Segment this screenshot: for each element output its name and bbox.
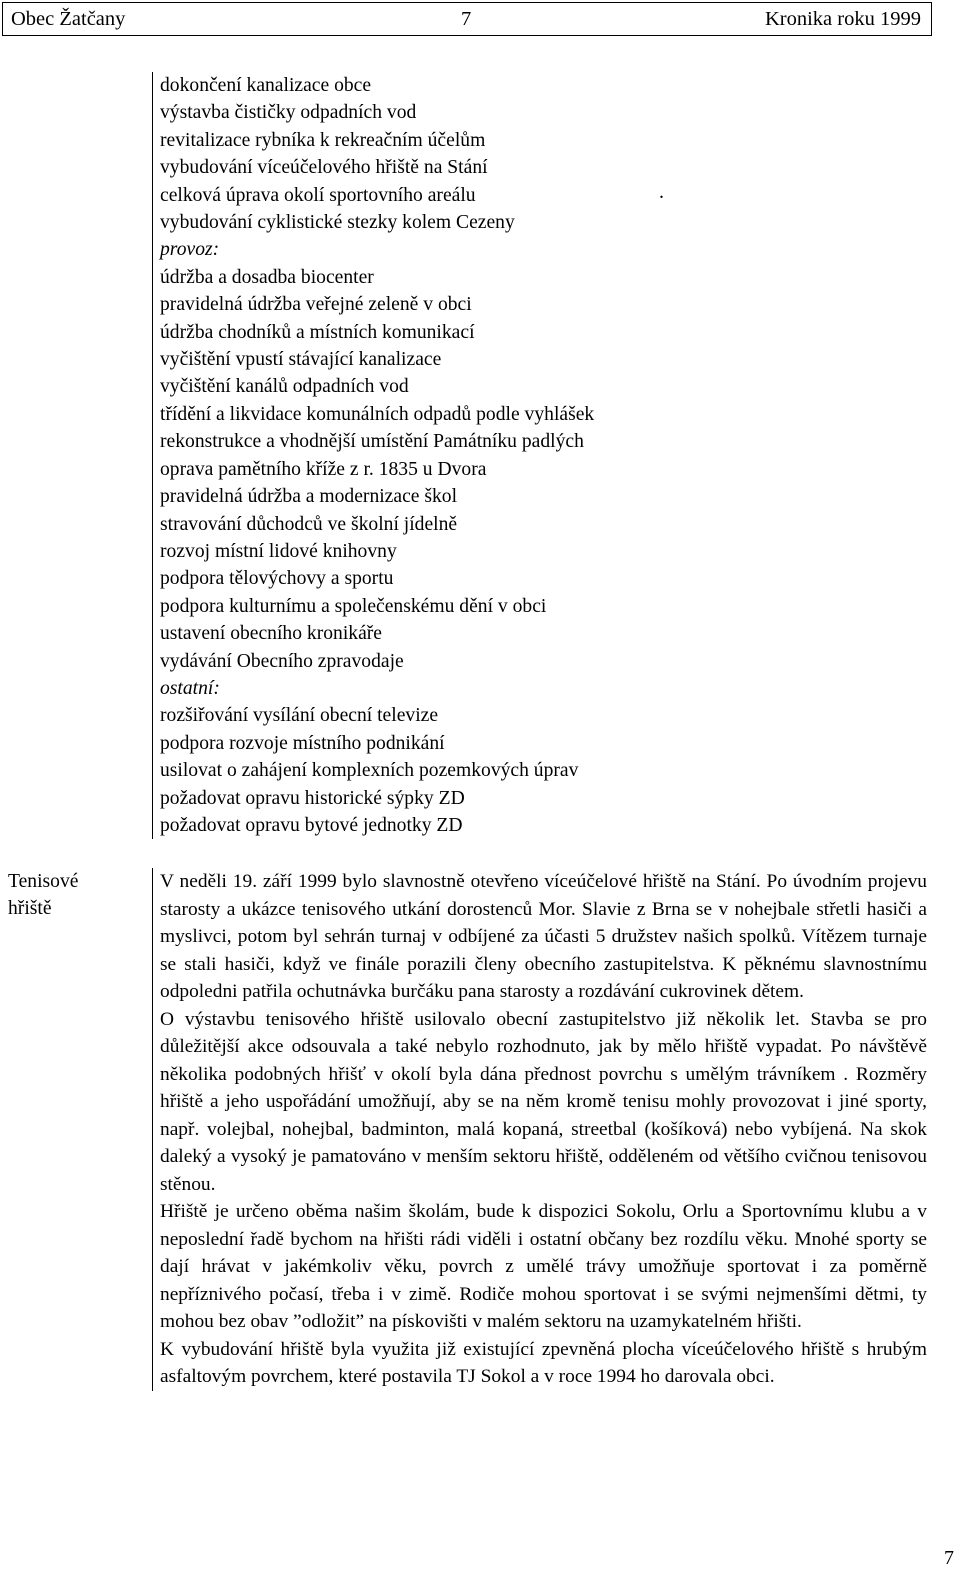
list-item: vybudování víceúčelového hřiště na Stání (160, 157, 488, 179)
plan-list (152, 72, 700, 839)
section-label-line2: hřiště (8, 898, 52, 920)
list-item: ustavení obecního kronikáře (160, 623, 382, 645)
list-item: třídění a likvidace komunálních odpadů podle vyhlášek (160, 403, 595, 425)
list-item: požadovat opravu historické sýpky ZD (160, 787, 465, 809)
list-item: výstavba čističky odpadních vod (160, 102, 417, 124)
list-item: rozšiřování vysílání obecní televize (160, 705, 439, 727)
list-item: údržba chodníků a místních komunikací (160, 321, 475, 343)
header-village: Obec Žatčany (11, 8, 126, 30)
list-item: podpora tělovýchovy a sportu (160, 568, 394, 590)
list-item: vydávání Obecního zpravodaje (160, 650, 404, 672)
list-item: dokončení kanalizace obce (160, 75, 372, 96)
paragraph: V neděli 19. září 1999 bylo slavnostně otevřeno víceúčelové hřiště na Stání. Po úvodním projevu starosty a ukázce tenisového utkání dorostenců Mor. Slavie z Brna se v nohejbale střetli hasiči a myslivci, potom byl sehrán turnaj v odbíjené za účasti 5 družstev našich spolků. Vítězem turnaje se stali hasiči, když ve finále porazili členy obecního zastupitelstva. K pěknému slavnostnímu odpoledni patřila ochutnávka burčáku pana starosty a rozdávání cukrovinek dětem. (160, 871, 927, 1002)
list-item: podpora rozvoje místního podnikání (160, 732, 445, 754)
paragraph: O výstavbu tenisového hřiště usilovalo obecní zastupitelstvo již několik let. Stavba se pro důležitější akce odsouvala a také nebylo rozhodnuto, jak by mělo hřiště vypadat. Po návštěvě několika podobných hřišť v okolí byla dána přednost povrchu s umělým trávníkem . Rozměry hřiště a jeho uspořádání umožňují, aby se na něm kromě tenisu mohly provozovat i jiné sporty, např. volejbal, nohejbal, badminton, malá kopaná, streetbal (košíková) nebo vybíjená. Na skok daleký a vysoký je pamatováno v menším sektoru hřiště, odděleném od většího cvičnou tenisovou stěnou. (160, 1008, 927, 1195)
list-item: rozvoj místní lidové knihovny (160, 540, 397, 562)
list-item: oprava pamětního kříže z r. 1835 u Dvora (160, 458, 487, 480)
section-label (8, 868, 118, 923)
list-item: stravování důchodců ve školní jídelně (160, 513, 458, 535)
header-page-number: 7 (461, 8, 472, 30)
list-item: pravidelná údržba a modernizace škol (160, 486, 458, 508)
list-item: usilovat o zahájení komplexních pozemkových úprav (160, 760, 579, 782)
list-item: údržba a dosadba biocenter (160, 266, 374, 288)
list-item: požadovat opravu bytové jednotky ZD (160, 814, 463, 836)
stray-dot: . (659, 181, 664, 203)
page-header (2, 2, 932, 36)
list-item: rekonstrukce a vhodnější umístění Památníku padlých (160, 431, 584, 453)
section-body (152, 868, 927, 1391)
list-item: podpora kulturnímu a společenskému dění v obci (160, 595, 547, 617)
paragraph: Hřiště je určeno oběma našim školám, bude k dispozici Sokolu, Orlu a Sportovnímu klubu a v neposlední řadě bychom na hřišti rádi viděli i ostatní občany bez rozdílu věku. Mnohé sporty se dají hrávat v jakémkoliv věku, povrch z umělé trávy umožňuje sportovat i za poměrně nepříznivého počasí, třeba i v zimě. Rodiče mohou sportovat i se svými nejmenšími dětmi, ty mohou bez obav ”odložit” na pískovišti v malém sektoru na uzamykatelném hřišti. (160, 1201, 927, 1332)
list-item: vyčištění vpustí stávající kanalizace (160, 349, 442, 371)
list-item: vybudování cyklistické stezky kolem Cezeny (160, 212, 515, 234)
section-label-line1: Tenisové (8, 871, 79, 892)
header-chronicle-title: Kronika roku 1999 (764, 8, 921, 30)
list-heading: provoz: (160, 239, 220, 261)
list-item: pravidelná údržba veřejné zeleně v obci (160, 294, 472, 316)
list-item: vyčištění kanálů odpadních vod (160, 376, 409, 398)
list-item: revitalizace rybníka k rekreačním účelům (160, 129, 486, 151)
paragraph: K vybudování hřiště byla využita již existující zpevněná plocha víceúčelového hřiště s hrubým asfaltovým povrchem, které postavila TJ Sokol a v roce 1994 ho darovala obci. (160, 1338, 927, 1387)
page-number: 7 (944, 1547, 954, 1569)
list-item: celková úprava okolí sportovního areálu (160, 184, 476, 206)
list-heading: ostatní: (160, 677, 220, 699)
